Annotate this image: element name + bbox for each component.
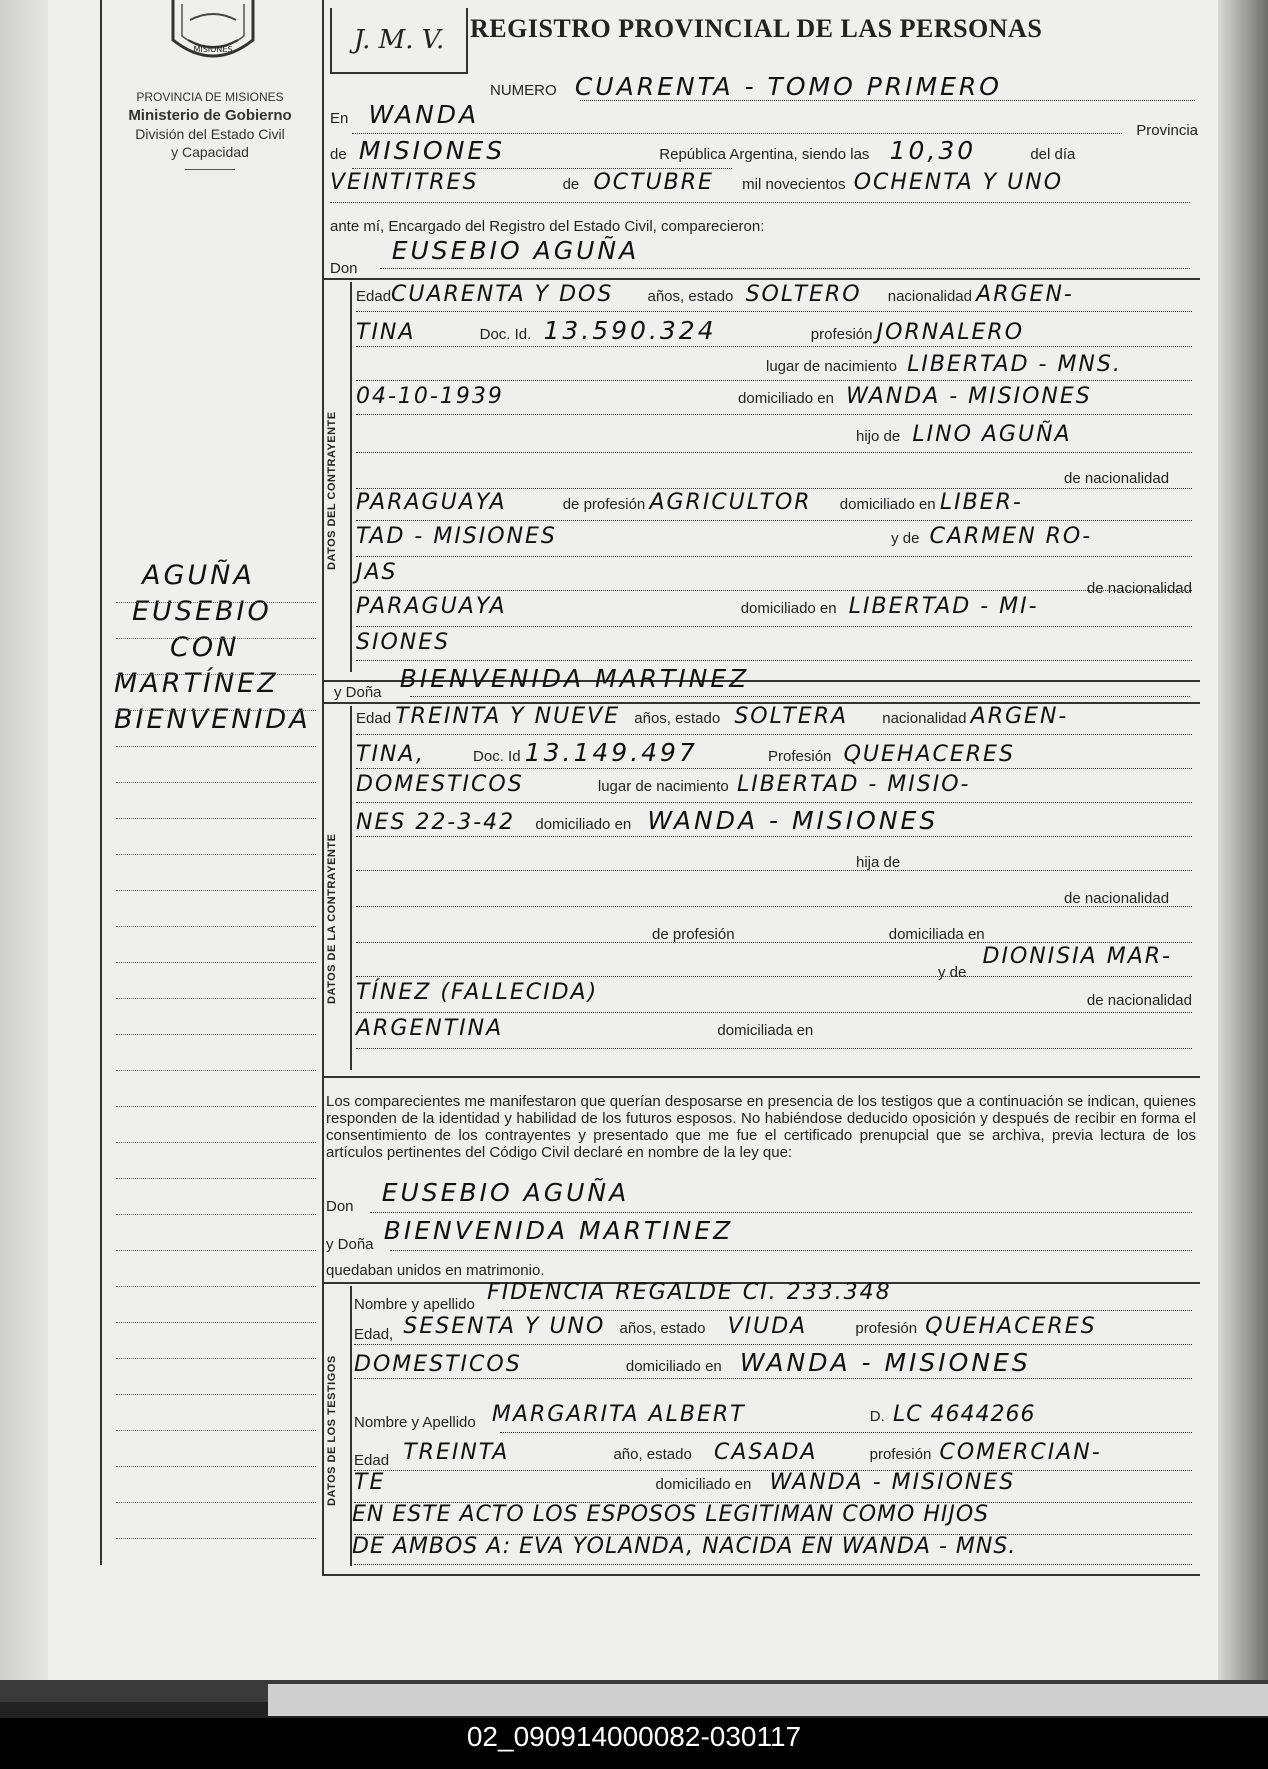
t1-edad-label: Edad, <box>354 1326 394 1343</box>
f-doc-row <box>356 738 1015 767</box>
padre-dom-label: domiciliado en <box>839 496 936 513</box>
rule <box>390 1250 1192 1251</box>
dona-value: BIENVENIDA MARTINEZ <box>399 664 750 693</box>
province-line: PROVINCIA DE MISIONES <box>136 90 284 104</box>
f-nac-label: nacionalidad <box>882 710 967 727</box>
nota-line-2: DE AMBOS A: EVA YOLANDA, NACIDA EN WANDA - MNS. <box>352 1534 1017 1559</box>
t1-edad-value: SESENTA Y UNO <box>403 1314 606 1339</box>
en-row <box>330 100 1198 139</box>
f-lugar-label: lugar de nacimiento <box>597 778 729 795</box>
union-don-value: EUSEBIO AGUÑA <box>381 1178 630 1207</box>
union-don-label: Don <box>326 1198 354 1215</box>
c-madre-row <box>356 524 1092 549</box>
f-profesion-value: QUEHACERES <box>843 742 1015 767</box>
madre-domicilio-cont: SIONES <box>356 630 451 655</box>
profesion-label: profesión <box>810 326 873 343</box>
f-doc-label: Doc. Id <box>473 748 521 765</box>
ante-row: ante mí, Encargado del Registro del Estado Civil, comparecieron: <box>330 218 765 235</box>
c-madre-nac-row <box>356 560 1192 597</box>
en-line <box>352 133 1122 134</box>
rule <box>356 311 1192 312</box>
provincial-seal-icon <box>168 0 258 68</box>
t2-estado-value: CASADA <box>714 1440 818 1465</box>
nota-line-1: EN ESTE ACTO LOS ESPOSOS LEGITIMAN COMO HIJOS <box>352 1502 990 1527</box>
provincia-row <box>330 136 1075 165</box>
f-madre-row <box>356 944 1172 981</box>
anios-label: años, estado <box>647 288 734 305</box>
t2-nombre-label: Nombre y Apellido <box>354 1414 476 1431</box>
dia-value: VEINTITRES <box>330 170 479 195</box>
madre-nacionalidad: PARAGUAYA <box>356 594 507 619</box>
rule <box>356 870 1192 871</box>
t2-anio-label: año, estado <box>613 1446 692 1463</box>
t1-nombre-label: Nombre y apellido <box>354 1296 475 1313</box>
c-edad-row <box>356 282 1074 307</box>
t1-nombre-row <box>354 1280 892 1313</box>
doc-value: 13.590.324 <box>543 316 717 345</box>
t2-doc-value: LC 4644266 <box>892 1402 1036 1427</box>
lugar-label: lugar de nacimiento <box>766 358 897 375</box>
padre-domicilio-cont: TAD - MISIONES <box>356 524 557 549</box>
f-hija-row <box>856 854 900 871</box>
hija-label: hija de <box>856 854 901 871</box>
initials-box: J. M. V. <box>330 8 468 74</box>
testigos-section-label: DATOS DE LOS TESTIGOS <box>326 1355 338 1506</box>
page-under <box>268 1684 1268 1716</box>
rule <box>356 734 1192 735</box>
svg-text:MISIONES: MISIONES <box>193 45 233 54</box>
contrayente-section-label: DATOS DEL CONTRAYENTE <box>326 411 338 570</box>
union-don-row <box>326 1178 630 1215</box>
hora-value: 10,30 <box>889 136 977 165</box>
padre-nacionalidad: PARAGUAYA <box>356 490 507 515</box>
rule <box>356 380 1192 381</box>
c-fecha-row <box>356 384 1092 409</box>
f-madre-cont: TÍNEZ (FALLECIDA) <box>356 980 599 1005</box>
madre-value: CARMEN RO- <box>929 524 1093 549</box>
t2-edad-value: TREINTA <box>403 1440 510 1465</box>
divider <box>185 169 235 170</box>
f-lugar-value: LIBERTAD - MISIO- <box>736 772 971 797</box>
madre-cont: JAS <box>356 560 398 585</box>
institution-block <box>100 88 320 170</box>
don-value: EUSEBIO AGUÑA <box>391 236 640 265</box>
de-profesion-label: de profesión <box>562 496 646 513</box>
hijo-label: hijo de <box>856 428 901 445</box>
don-label: Don <box>330 260 358 277</box>
edad-label: Edad <box>356 288 392 305</box>
rule <box>356 520 1192 521</box>
t2-dom-row <box>354 1470 1015 1495</box>
union-dona-value: BIENVENIDA MARTINEZ <box>383 1216 734 1245</box>
t1-anios-label: años, estado <box>619 1320 706 1337</box>
declaration-paragraph: Los comparecientes me manifestaron que querían desposarse en presencia de los testigos que a continuación se indican, quienes responden de la identidad y habilidad de los futuros esposos. No habiéndose deducido oposición y después de recibir en forma el consentimiento de los contrayentes y presentado que me fue el certificado prenupcial que se archiva, previa lectura de los artículos pertinentes del Código Civil declaré en nombre de la ley que: <box>326 1093 1196 1161</box>
madre-domicilio: LIBERTAD - MI- <box>848 594 1039 619</box>
scan-id: 02_090914000082-030117 <box>0 1718 1268 1769</box>
f-doc-value: 13.149.497 <box>524 738 698 767</box>
t2-dom-label: domiciliado en <box>655 1476 752 1493</box>
t1-prof-label: profesión <box>855 1320 918 1337</box>
edad-value: CUARENTA Y DOS <box>391 282 614 307</box>
t2-nombre-value: MARGARITA ALBERT <box>491 1402 746 1427</box>
de-mes-label: de <box>562 176 580 193</box>
c-hijo-row <box>356 422 1072 447</box>
f-domiciliada-label: domiciliada en <box>888 926 985 943</box>
f-y-de-label: y de <box>938 964 967 981</box>
page-title: REGISTRO PROVINCIAL DE LAS PERSONAS <box>470 14 1043 43</box>
margin-note-line: CON <box>170 632 240 663</box>
c-lugar-row <box>356 352 1122 377</box>
t1-dom-value: WANDA - MISIONES <box>739 1348 1031 1377</box>
f-edad-label: Edad <box>356 710 392 727</box>
dona-row <box>334 664 750 701</box>
estado-value: SOLTERO <box>745 282 862 307</box>
t2-prof-cont: TE <box>354 1470 386 1495</box>
don-line <box>380 268 1190 269</box>
t1-nombre-value: FIDENCIA REGALDE CI. 233.348 <box>487 1280 892 1305</box>
f-edad-value: TREINTA Y NUEVE <box>395 704 621 729</box>
profesion-value: JORNALERO <box>876 320 1025 345</box>
f-lugar-cont: NES 22-3-42 <box>356 810 516 835</box>
t1-dom-label: domiciliado en <box>625 1358 722 1375</box>
f-profesion-cont: DOMESTICOS <box>356 772 524 797</box>
binding-shadow <box>0 0 48 1690</box>
margin-note-line: BIENVENIDA <box>114 704 311 735</box>
fecha-line <box>330 202 1190 203</box>
rule <box>356 1012 1192 1013</box>
contrayente-f-section-label: DATOS DE LA CONTRAYENTE <box>326 833 338 1004</box>
f-dom-row <box>356 806 938 835</box>
t2-edad-label: Edad <box>354 1452 390 1469</box>
t2-edad-row <box>354 1440 1102 1469</box>
rule <box>354 1564 1192 1565</box>
f-estado-value: SOLTERA <box>734 704 849 729</box>
f-madre-nac-label: de nacionalidad <box>1086 992 1192 1009</box>
rule <box>356 488 1192 489</box>
rule <box>500 1310 1192 1311</box>
t1-estado-value: VIUDA <box>727 1314 808 1339</box>
division-line-2: y Capacidad <box>171 144 249 160</box>
margin-note-line: MARTÍNEZ <box>114 668 279 699</box>
f-nac-cont: TINA, <box>356 742 425 767</box>
dona-label: y Doña <box>334 684 382 701</box>
contrayente-f-rule <box>350 706 352 1070</box>
rule <box>356 1048 1192 1049</box>
rule <box>354 1344 1192 1345</box>
rule <box>356 626 1192 627</box>
fecha-row <box>330 170 1063 195</box>
madre-nac-label: de nacionalidad <box>1086 580 1192 597</box>
domicilio-value: WANDA - MISIONES <box>846 384 1092 409</box>
c-madre-dom-cont <box>356 630 450 655</box>
numero-row <box>490 72 1002 101</box>
t2-prof-label: profesión <box>869 1446 932 1463</box>
t2-d-label: D. <box>869 1408 885 1425</box>
padre-profesion: AGRICULTOR <box>649 490 812 515</box>
madre-dom-label: domiciliado en <box>740 600 837 617</box>
t1-dom-row <box>354 1348 1031 1377</box>
numero-label: NUMERO <box>490 82 557 99</box>
division-line-1: División del Estado Civil <box>135 126 285 142</box>
f-nac-row <box>1064 890 1169 907</box>
margin-note-line: AGUÑA <box>142 560 255 591</box>
padre-value: LINO AGUÑA <box>912 422 1072 447</box>
rule <box>356 836 1192 837</box>
f-madre-nacionalidad: ARGENTINA <box>356 1016 504 1041</box>
union-dona-row <box>326 1216 734 1253</box>
rule <box>356 976 1192 977</box>
rule <box>356 452 1192 453</box>
t2-dom-value: WANDA - MISIONES <box>769 1470 1016 1495</box>
f-madre-value: DIONISIA MAR- <box>982 944 1172 969</box>
f-prof-row <box>356 926 985 943</box>
t2-nombre-row <box>354 1402 1036 1431</box>
rule <box>370 1212 1192 1213</box>
t2-prof-value: COMERCIAN- <box>939 1440 1102 1465</box>
nacionalidad-value: ARGEN- <box>976 282 1074 307</box>
f-domicilio-label: domiciliado en <box>535 816 632 833</box>
rule <box>356 414 1192 415</box>
f-nac2-label: de nacionalidad <box>1064 890 1170 907</box>
rule <box>356 802 1192 803</box>
rule <box>410 696 1190 697</box>
c-nac-row <box>1064 470 1169 487</box>
don-row <box>330 236 640 277</box>
rule <box>356 590 1192 591</box>
c-madre-dom-row <box>356 594 1039 619</box>
y-de-label: y de <box>891 530 920 547</box>
t1-prof-cont: DOMESTICOS <box>354 1352 522 1377</box>
t1-edad-row <box>354 1314 1097 1343</box>
fecha-nacimiento: 04-10-1939 <box>356 384 504 409</box>
f-prof-label: de profesión <box>652 926 735 943</box>
f-madre-cont-row <box>356 980 1192 1009</box>
f-profesion-label: Profesión <box>768 748 832 765</box>
domicilio-label: domiciliado en <box>738 390 834 407</box>
ministry-line: Ministerio de Gobierno <box>128 107 292 124</box>
f-madre-nac-row <box>356 1016 813 1041</box>
provincia-label: Provincia <box>1136 122 1198 139</box>
en-label: En <box>330 110 349 127</box>
nacionalidad-label: nacionalidad <box>887 288 972 305</box>
rule <box>356 906 1192 907</box>
margin-note-line: EUSEBIO <box>132 596 272 627</box>
rule <box>356 768 1192 769</box>
mes-value: OCTUBRE <box>593 170 714 195</box>
f-nac-value: ARGEN- <box>970 704 1069 729</box>
rule <box>356 660 1192 661</box>
rule <box>356 556 1192 557</box>
f-domicilio-value: WANDA - MISIONES <box>647 806 939 835</box>
rule <box>354 1378 1192 1379</box>
union-dona-label: y Doña <box>326 1236 374 1253</box>
f-lugar-row <box>356 772 971 797</box>
rule <box>500 1432 1192 1433</box>
republica-label: República Argentina, siendo las <box>659 146 870 163</box>
nacionalidad-cont: TINA <box>356 320 416 345</box>
book-edge <box>1218 0 1268 1690</box>
rule <box>356 346 1192 347</box>
de-label: de <box>330 146 347 163</box>
en-value: WANDA <box>368 100 480 129</box>
anio-value: OCHENTA Y UNO <box>853 170 1064 195</box>
c-padre-row <box>356 490 1023 515</box>
nacionalidad2-label: de nacionalidad <box>1064 470 1170 487</box>
t1-prof-value: QUEHACERES <box>925 1314 1097 1339</box>
provincia-value: MISIONES <box>358 136 506 165</box>
doc-label: Doc. Id. <box>479 326 532 343</box>
f-edad-row <box>356 704 1068 729</box>
quedaban-row: quedaban unidos en matrimonio. <box>326 1262 545 1279</box>
c-doc-row <box>356 316 1024 345</box>
numero-value: CUARENTA - TOMO PRIMERO <box>574 72 1002 101</box>
contrayente-rule <box>350 282 352 672</box>
lugar-value: LIBERTAD - MNS. <box>907 352 1122 377</box>
padre-domicilio: LIBER- <box>939 490 1023 515</box>
provincia-line <box>352 168 732 169</box>
del-dia-label: del día <box>1030 146 1076 163</box>
f-madre-dom-label: domiciliada en <box>717 1022 814 1039</box>
f-anios-label: años, estado <box>634 710 721 727</box>
mil-label: mil novecientos <box>742 176 846 193</box>
rule <box>356 942 1192 943</box>
